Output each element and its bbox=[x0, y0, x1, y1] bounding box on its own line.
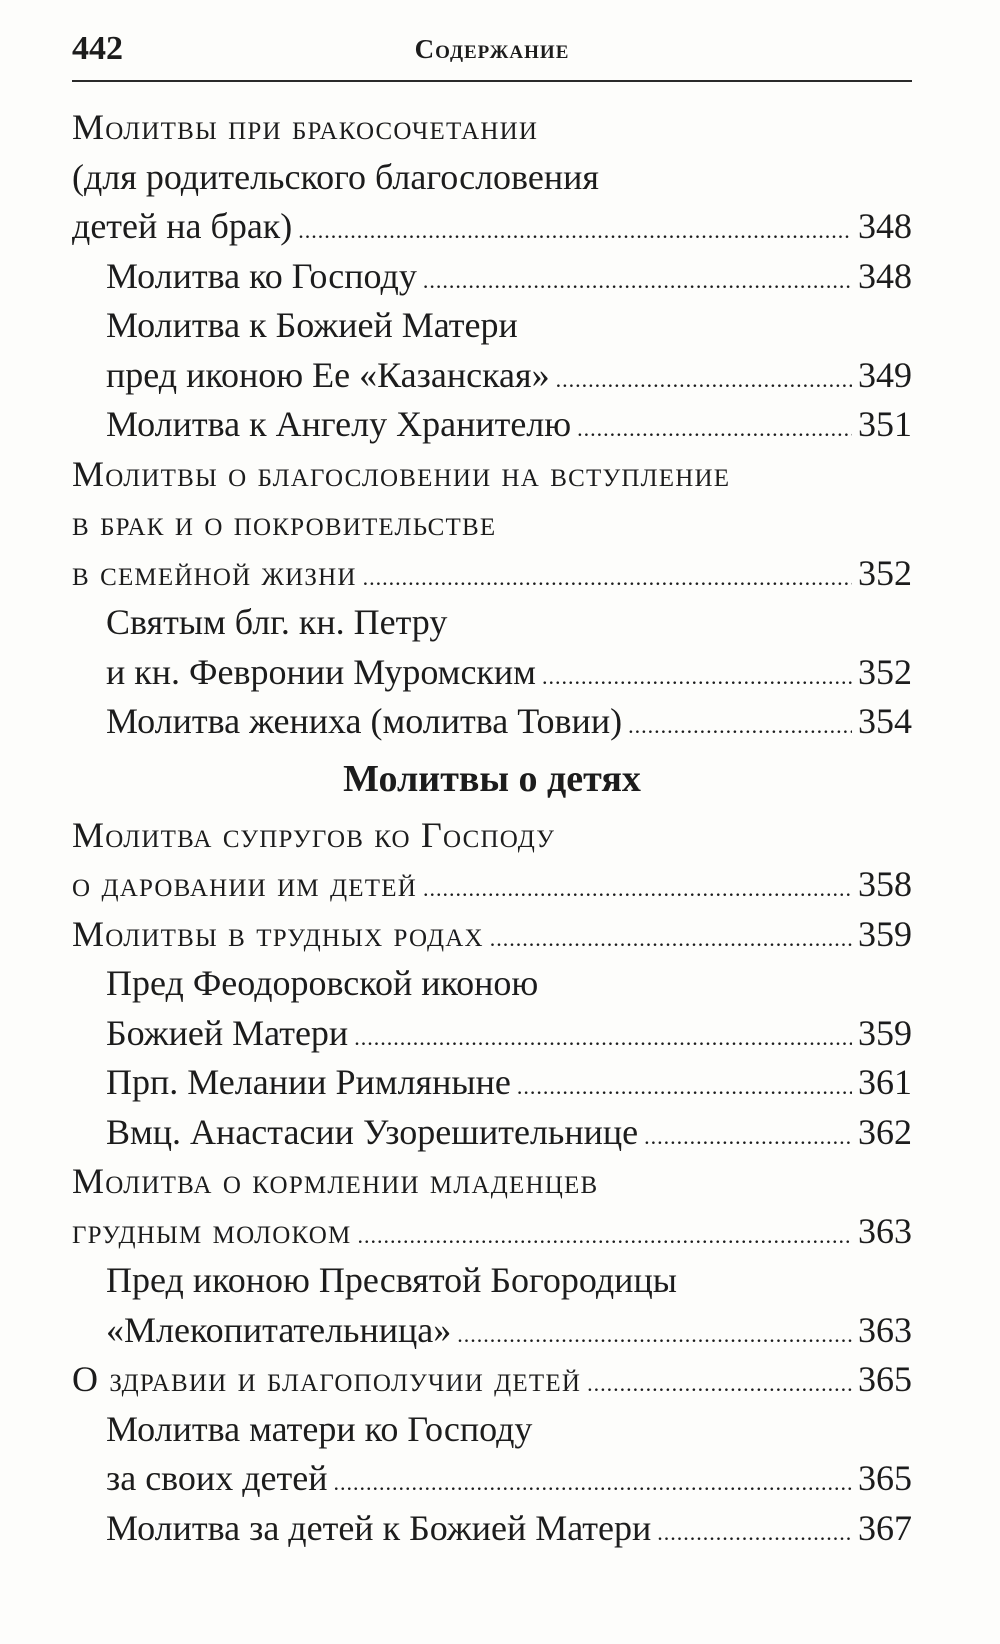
dot-leader bbox=[333, 1454, 852, 1508]
toc-entry bbox=[72, 1355, 912, 1405]
toc-entry bbox=[72, 153, 912, 203]
toc-entry-title: о даровании им детей bbox=[72, 864, 417, 904]
toc-entry bbox=[72, 1405, 912, 1455]
toc-entry bbox=[72, 202, 912, 252]
toc-entry bbox=[72, 598, 912, 648]
dot-leader bbox=[644, 1108, 852, 1162]
dot-leader bbox=[354, 1009, 852, 1063]
toc-entry bbox=[72, 1009, 912, 1059]
toc-entry-page: 361 bbox=[858, 1062, 912, 1102]
toc-entry bbox=[72, 252, 912, 302]
table-of-contents bbox=[72, 103, 912, 1553]
toc-entry-title: (для родительского благословения bbox=[72, 156, 599, 197]
toc-entry-title: О здравии и благополучии детей bbox=[72, 1359, 582, 1399]
toc-entry bbox=[72, 697, 912, 747]
toc-entry bbox=[72, 1058, 912, 1108]
toc-entry-page: 367 bbox=[858, 1507, 912, 1548]
toc-entry bbox=[72, 648, 912, 698]
toc-entry-page: 351 bbox=[858, 404, 912, 444]
toc-entry bbox=[72, 400, 912, 450]
toc-section-marriage bbox=[72, 103, 912, 747]
dot-leader bbox=[542, 648, 852, 702]
toc-entry-title: грудным молоком bbox=[72, 1210, 352, 1251]
toc-entry bbox=[72, 1157, 912, 1207]
toc-entry bbox=[72, 811, 912, 861]
toc-entry-page: 349 bbox=[858, 354, 912, 395]
toc-entry-page: 354 bbox=[858, 701, 912, 741]
toc-entry-page: 362 bbox=[858, 1111, 912, 1152]
toc-entry-title: и кн. Февронии Муромским bbox=[106, 651, 536, 692]
toc-entry-title: Молитвы в трудных родах bbox=[72, 913, 484, 954]
toc-section-children bbox=[72, 811, 912, 1554]
toc-entry-title: Божией Матери bbox=[106, 1012, 349, 1053]
toc-entry-title: в семейной жизни bbox=[72, 552, 357, 593]
section-heading: Молитвы о детях bbox=[343, 757, 641, 800]
toc-entry-title: Молитва матери ко Господу bbox=[106, 1408, 533, 1449]
toc-entry-title: детей на брак) bbox=[72, 206, 293, 246]
toc-entry-title: Молитва к Божией Матери bbox=[106, 305, 518, 345]
toc-entry-title: Пред Феодоровской иконою bbox=[106, 963, 539, 1003]
dot-leader bbox=[577, 400, 852, 454]
page-header bbox=[72, 28, 912, 82]
dot-leader bbox=[587, 1355, 852, 1409]
dot-leader bbox=[628, 697, 852, 751]
toc-entry-page: 359 bbox=[858, 1012, 912, 1053]
toc-entry-title: Святым блг. кн. Петру bbox=[106, 602, 448, 642]
toc-entry-title: Молитва о кормлении младенцев bbox=[72, 1161, 599, 1201]
dot-leader bbox=[357, 1207, 852, 1261]
toc-entry-page: 363 bbox=[858, 1309, 912, 1350]
dot-leader bbox=[423, 860, 852, 914]
toc-entry-title: за своих детей bbox=[106, 1458, 328, 1498]
toc-entry bbox=[72, 910, 912, 960]
toc-entry-title: Молитва за детей к Божией Матери bbox=[106, 1507, 652, 1548]
toc-entry-title: Молитвы при бракосочетании bbox=[72, 107, 539, 147]
toc-entry bbox=[72, 301, 912, 351]
toc-entry-title: Молитва к Ангелу Хранителю bbox=[106, 404, 572, 444]
toc-entry bbox=[72, 351, 912, 401]
toc-entry-title: Молитвы о благословении на вступление bbox=[72, 453, 731, 494]
dot-leader bbox=[490, 910, 852, 964]
toc-entry bbox=[72, 1256, 912, 1306]
toc-entry-title: Молитва супругов ко Господу bbox=[72, 814, 556, 855]
dot-leader bbox=[298, 202, 852, 256]
toc-entry-title: Вмц. Анастасии Узорешительнице bbox=[106, 1111, 639, 1152]
toc-entry-page: 359 bbox=[858, 913, 912, 954]
toc-entry bbox=[72, 860, 912, 910]
dot-leader bbox=[423, 252, 852, 306]
toc-entry bbox=[72, 103, 912, 153]
toc-entry bbox=[72, 1504, 912, 1554]
toc-entry-page: 365 bbox=[858, 1359, 912, 1399]
toc-entry-title: Пред иконою Пресвятой Богородицы bbox=[106, 1260, 677, 1300]
dot-leader bbox=[517, 1058, 852, 1112]
toc-entry-title: Молитва ко Господу bbox=[106, 255, 417, 296]
toc-entry bbox=[72, 450, 912, 500]
dot-leader bbox=[363, 549, 852, 603]
toc-entry bbox=[72, 1207, 912, 1257]
toc-entry-page: 348 bbox=[858, 206, 912, 246]
toc-entry-page: 363 bbox=[858, 1210, 912, 1251]
toc-entry-title: в брак и о покровительстве bbox=[72, 503, 497, 543]
toc-entry-title: «Млекопитательница» bbox=[106, 1309, 452, 1350]
toc-entry bbox=[72, 549, 912, 599]
toc-entry-page: 352 bbox=[858, 651, 912, 692]
toc-entry bbox=[72, 959, 912, 1009]
toc-entry bbox=[72, 1306, 912, 1356]
dot-leader bbox=[657, 1504, 852, 1558]
toc-entry bbox=[72, 499, 912, 549]
toc-entry-page: 365 bbox=[858, 1458, 912, 1498]
toc-entry bbox=[72, 1454, 912, 1504]
running-head: Содержание bbox=[414, 34, 570, 64]
page-number: 442 bbox=[72, 30, 123, 67]
dot-leader bbox=[457, 1306, 852, 1360]
dot-leader bbox=[556, 351, 852, 405]
toc-entry-title: пред иконою Ее «Казанская» bbox=[106, 354, 550, 395]
toc-entry-page: 358 bbox=[858, 864, 912, 904]
toc-entry-title: Молитва жениха (молитва Товии) bbox=[106, 701, 623, 741]
toc-entry-page: 348 bbox=[858, 255, 912, 296]
toc-entry-title: Прп. Мелании Римляныне bbox=[106, 1062, 511, 1102]
toc-entry-page: 352 bbox=[858, 552, 912, 593]
toc-entry bbox=[72, 1108, 912, 1158]
